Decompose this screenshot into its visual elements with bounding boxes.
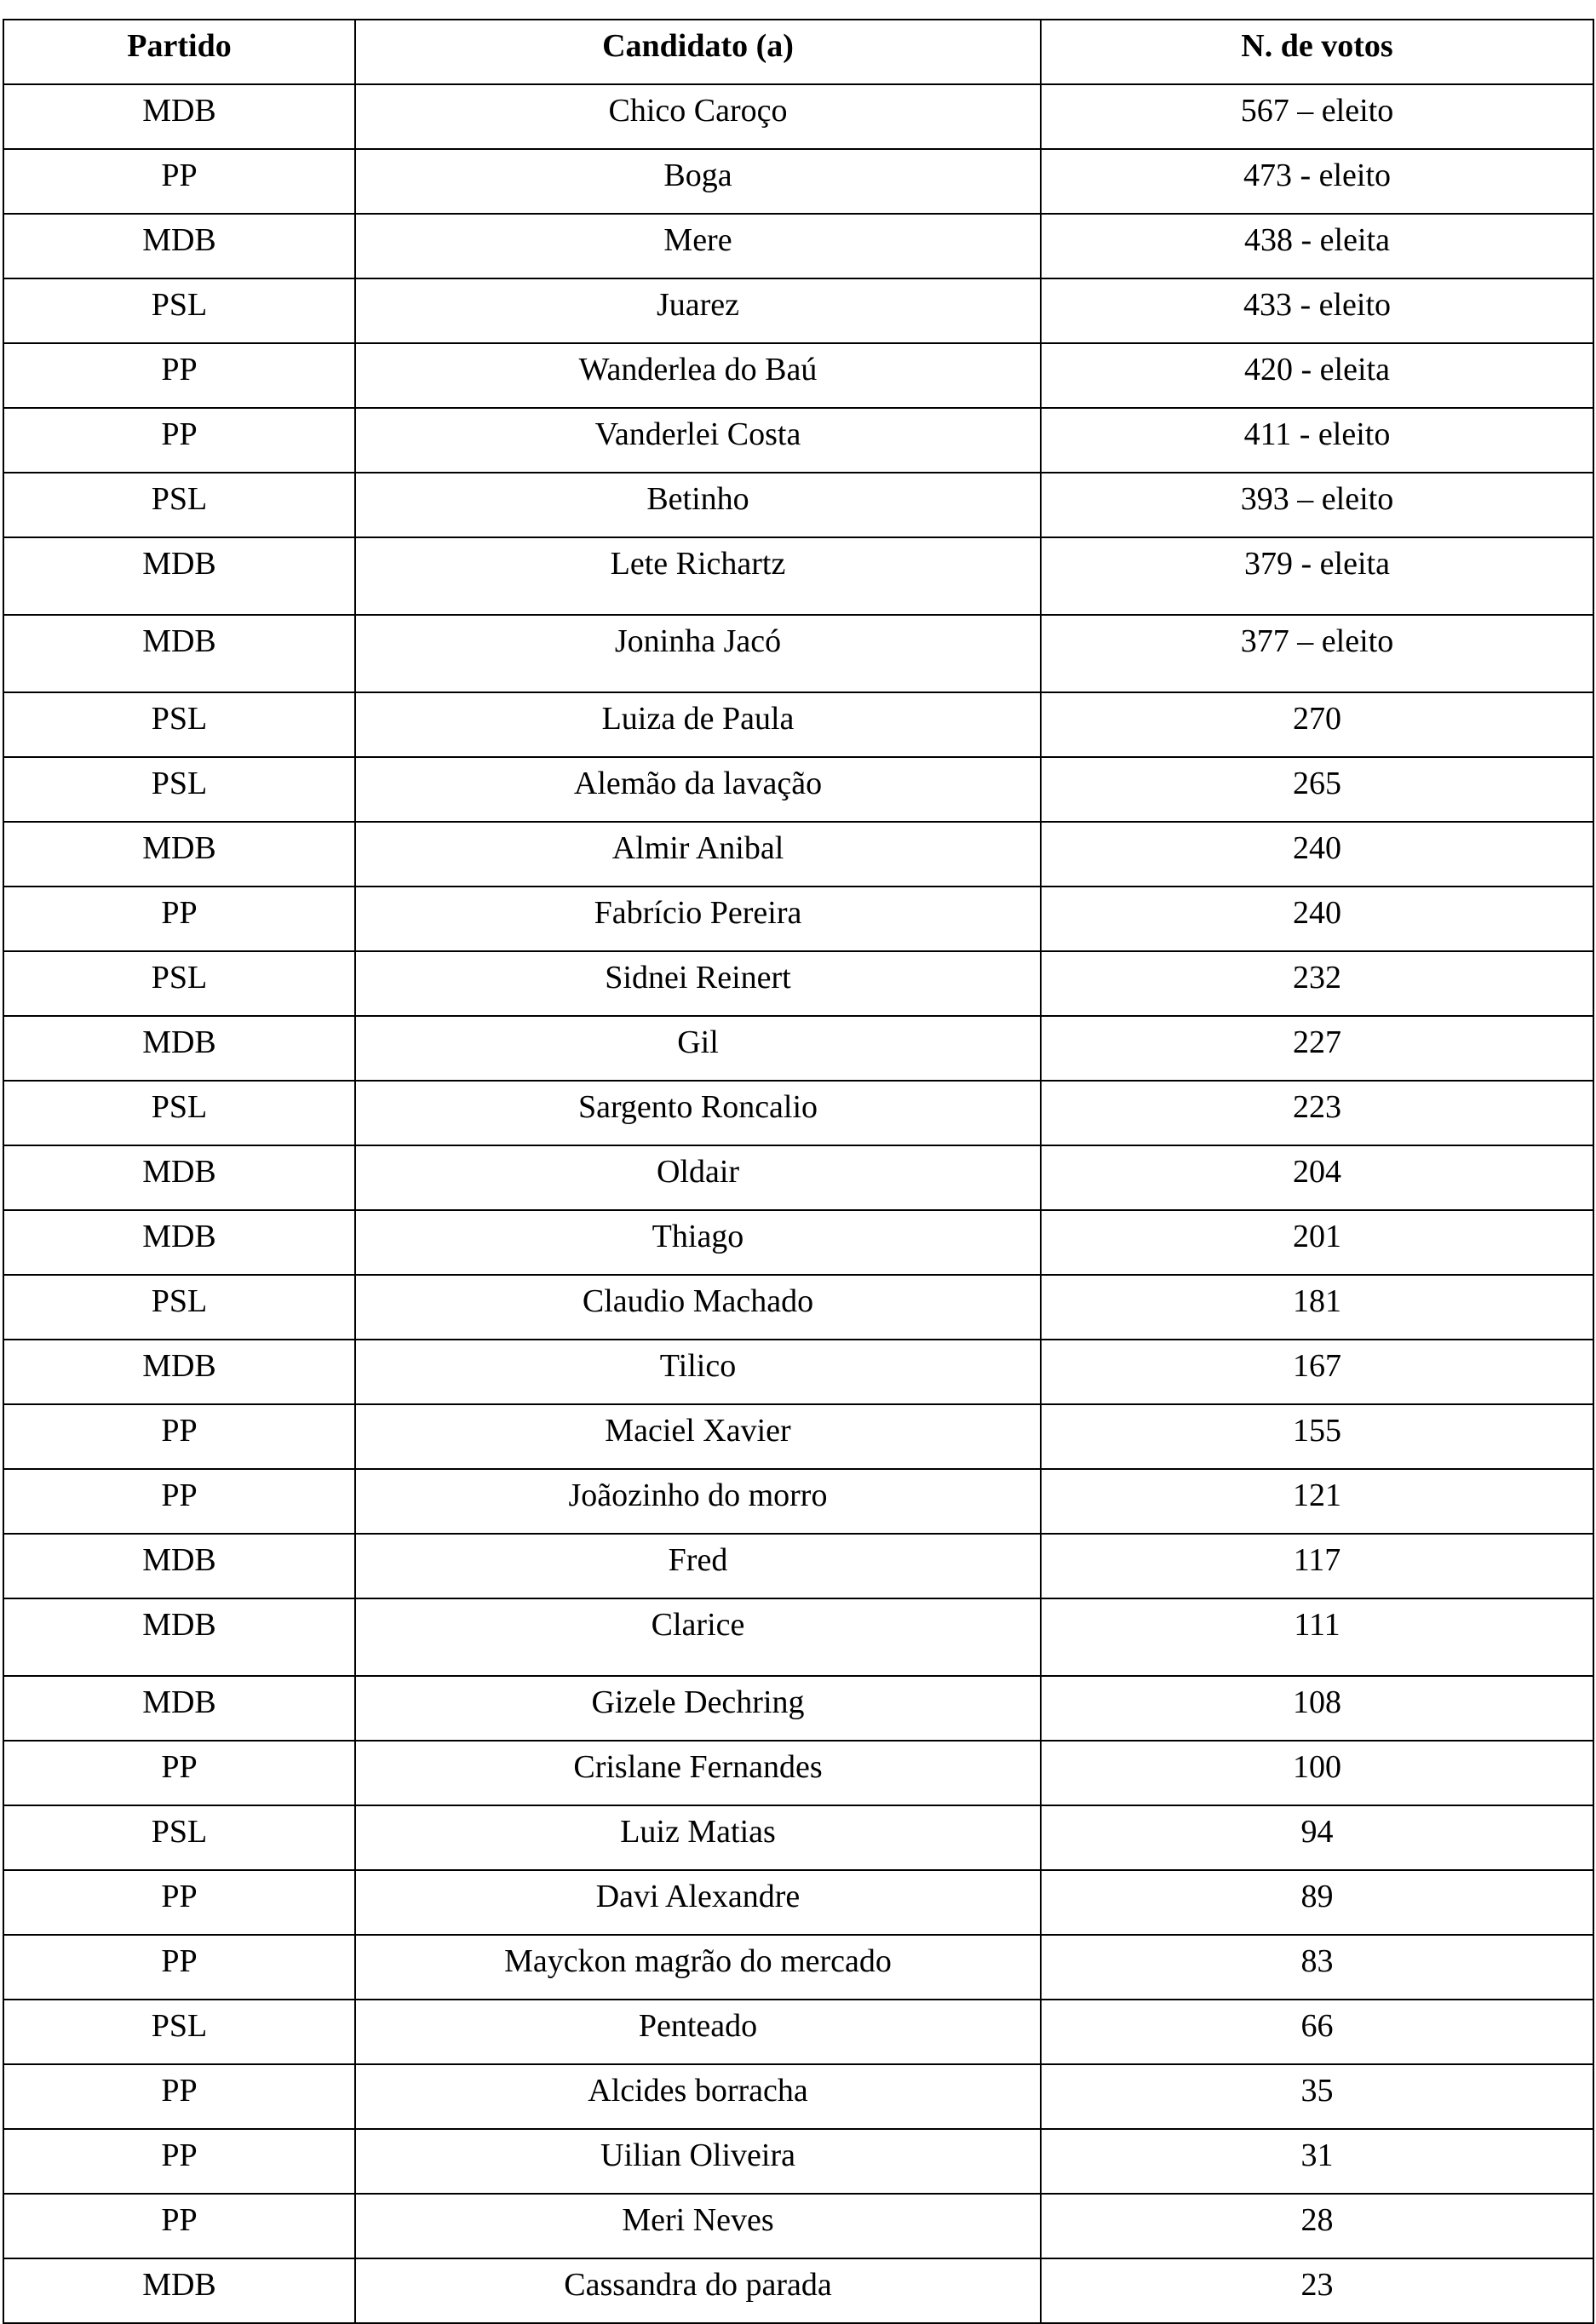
cell-partido: PP <box>3 1741 355 1805</box>
table-row <box>3 951 1593 1016</box>
cell-partido: PSL <box>3 278 355 343</box>
table-row <box>3 408 1593 473</box>
cell-votos: 232 <box>1041 951 1593 1016</box>
table-body <box>3 84 1593 2323</box>
cell-partido: PP <box>3 887 355 951</box>
cell-partido: PP <box>3 343 355 408</box>
cell-candidato: Gil <box>355 1016 1041 1081</box>
cell-candidato: Chico Caroço <box>355 84 1041 149</box>
table-row <box>3 1081 1593 1145</box>
cell-votos: 223 <box>1041 1081 1593 1145</box>
table-row <box>3 692 1593 757</box>
cell-partido: PP <box>3 1870 355 1935</box>
cell-votos: 167 <box>1041 1340 1593 1404</box>
table-row <box>3 214 1593 278</box>
cell-candidato: Luiz Matias <box>355 1805 1041 1870</box>
cell-votos: 438 - eleita <box>1041 214 1593 278</box>
cell-votos: 83 <box>1041 1935 1593 2000</box>
cell-candidato: Joninha Jacó <box>355 615 1041 692</box>
header-votos: N. de votos <box>1041 20 1593 84</box>
cell-candidato: Claudio Machado <box>355 1275 1041 1340</box>
cell-candidato: Alcides borracha <box>355 2064 1041 2129</box>
cell-candidato: Fred <box>355 1534 1041 1598</box>
header-candidato: Candidato (a) <box>355 20 1041 84</box>
cell-partido: PSL <box>3 2000 355 2064</box>
cell-partido: PP <box>3 1935 355 2000</box>
cell-candidato: Betinho <box>355 473 1041 537</box>
cell-votos: 181 <box>1041 1275 1593 1340</box>
cell-candidato: Luiza de Paula <box>355 692 1041 757</box>
cell-partido: MDB <box>3 1340 355 1404</box>
cell-candidato: Fabrício Pereira <box>355 887 1041 951</box>
cell-candidato: Sargento Roncalio <box>355 1081 1041 1145</box>
table-row <box>3 1210 1593 1275</box>
cell-partido: MDB <box>3 1676 355 1741</box>
cell-partido: PSL <box>3 757 355 822</box>
cell-votos: 240 <box>1041 822 1593 887</box>
cell-votos: 567 – eleito <box>1041 84 1593 149</box>
cell-candidato: Meri Neves <box>355 2194 1041 2258</box>
cell-candidato: Sidnei Reinert <box>355 951 1041 1016</box>
table-row <box>3 2194 1593 2258</box>
table-row <box>3 537 1593 615</box>
cell-partido: PSL <box>3 1275 355 1340</box>
cell-candidato: Uilian Oliveira <box>355 2129 1041 2194</box>
cell-votos: 433 - eleito <box>1041 278 1593 343</box>
cell-partido: MDB <box>3 2258 355 2323</box>
cell-votos: 66 <box>1041 2000 1593 2064</box>
cell-votos: 35 <box>1041 2064 1593 2129</box>
cell-votos: 204 <box>1041 1145 1593 1210</box>
cell-votos: 201 <box>1041 1210 1593 1275</box>
cell-partido: MDB <box>3 822 355 887</box>
table-header-row <box>3 20 1593 84</box>
table-row <box>3 84 1593 149</box>
cell-partido: PP <box>3 2194 355 2258</box>
header-partido: Partido <box>3 20 355 84</box>
table-row <box>3 2258 1593 2323</box>
cell-candidato: Penteado <box>355 2000 1041 2064</box>
cell-partido: MDB <box>3 1598 355 1676</box>
cell-votos: 227 <box>1041 1016 1593 1081</box>
cell-candidato: Thiago <box>355 1210 1041 1275</box>
cell-votos: 270 <box>1041 692 1593 757</box>
cell-partido: MDB <box>3 1210 355 1275</box>
table-row <box>3 1676 1593 1741</box>
results-table-wrapper <box>3 19 1593 2324</box>
cell-votos: 31 <box>1041 2129 1593 2194</box>
cell-candidato: Gizele Dechring <box>355 1676 1041 1741</box>
cell-candidato: Vanderlei Costa <box>355 408 1041 473</box>
cell-partido: PP <box>3 2064 355 2129</box>
cell-partido: PSL <box>3 692 355 757</box>
table-row <box>3 149 1593 214</box>
cell-votos: 265 <box>1041 757 1593 822</box>
cell-candidato: Wanderlea do Baú <box>355 343 1041 408</box>
cell-partido: MDB <box>3 1145 355 1210</box>
cell-candidato: Almir Anibal <box>355 822 1041 887</box>
table-row <box>3 615 1593 692</box>
cell-candidato: Cassandra do parada <box>355 2258 1041 2323</box>
cell-votos: 420 - eleita <box>1041 343 1593 408</box>
cell-votos: 121 <box>1041 1469 1593 1534</box>
cell-partido: PP <box>3 408 355 473</box>
cell-votos: 108 <box>1041 1676 1593 1741</box>
cell-votos: 393 – eleito <box>1041 473 1593 537</box>
cell-partido: MDB <box>3 615 355 692</box>
table-row <box>3 822 1593 887</box>
cell-candidato: Alemão da lavação <box>355 757 1041 822</box>
cell-partido: PSL <box>3 1081 355 1145</box>
table-row <box>3 1145 1593 1210</box>
table-row <box>3 2000 1593 2064</box>
cell-votos: 377 – eleito <box>1041 615 1593 692</box>
cell-partido: PP <box>3 149 355 214</box>
cell-candidato: Maciel Xavier <box>355 1404 1041 1469</box>
cell-partido: PP <box>3 1469 355 1534</box>
table-row <box>3 2064 1593 2129</box>
table-row <box>3 1805 1593 1870</box>
cell-candidato: Joãozinho do morro <box>355 1469 1041 1534</box>
cell-votos: 240 <box>1041 887 1593 951</box>
table-row <box>3 278 1593 343</box>
cell-votos: 117 <box>1041 1534 1593 1598</box>
cell-partido: PSL <box>3 473 355 537</box>
table-row <box>3 1340 1593 1404</box>
cell-partido: MDB <box>3 84 355 149</box>
cell-partido: PP <box>3 2129 355 2194</box>
cell-candidato: Boga <box>355 149 1041 214</box>
cell-candidato: Crislane Fernandes <box>355 1741 1041 1805</box>
cell-partido: MDB <box>3 214 355 278</box>
cell-votos: 411 - eleito <box>1041 408 1593 473</box>
vote-results-table <box>3 19 1594 2324</box>
cell-candidato: Tilico <box>355 1340 1041 1404</box>
table-row <box>3 757 1593 822</box>
cell-votos: 89 <box>1041 1870 1593 1935</box>
cell-votos: 473 - eleito <box>1041 149 1593 214</box>
cell-partido: PSL <box>3 951 355 1016</box>
table-row <box>3 1404 1593 1469</box>
table-row <box>3 1741 1593 1805</box>
table-row <box>3 1935 1593 2000</box>
table-row <box>3 1598 1593 1676</box>
cell-votos: 155 <box>1041 1404 1593 1469</box>
cell-votos: 111 <box>1041 1598 1593 1676</box>
cell-partido: PSL <box>3 1805 355 1870</box>
cell-partido: MDB <box>3 1534 355 1598</box>
table-row <box>3 1534 1593 1598</box>
cell-partido: MDB <box>3 537 355 615</box>
cell-candidato: Davi Alexandre <box>355 1870 1041 1935</box>
table-row <box>3 1016 1593 1081</box>
cell-candidato: Mere <box>355 214 1041 278</box>
cell-votos: 23 <box>1041 2258 1593 2323</box>
cell-candidato: Mayckon magrão do mercado <box>355 1935 1041 2000</box>
cell-votos: 379 - eleita <box>1041 537 1593 615</box>
cell-candidato: Lete Richartz <box>355 537 1041 615</box>
cell-candidato: Juarez <box>355 278 1041 343</box>
table-row <box>3 2129 1593 2194</box>
cell-candidato: Oldair <box>355 1145 1041 1210</box>
cell-partido: MDB <box>3 1016 355 1081</box>
cell-candidato: Clarice <box>355 1598 1041 1676</box>
table-row <box>3 473 1593 537</box>
cell-votos: 28 <box>1041 2194 1593 2258</box>
table-row <box>3 887 1593 951</box>
table-row <box>3 1870 1593 1935</box>
cell-votos: 94 <box>1041 1805 1593 1870</box>
cell-votos: 100 <box>1041 1741 1593 1805</box>
cell-partido: PP <box>3 1404 355 1469</box>
table-row <box>3 343 1593 408</box>
table-row <box>3 1469 1593 1534</box>
table-row <box>3 1275 1593 1340</box>
